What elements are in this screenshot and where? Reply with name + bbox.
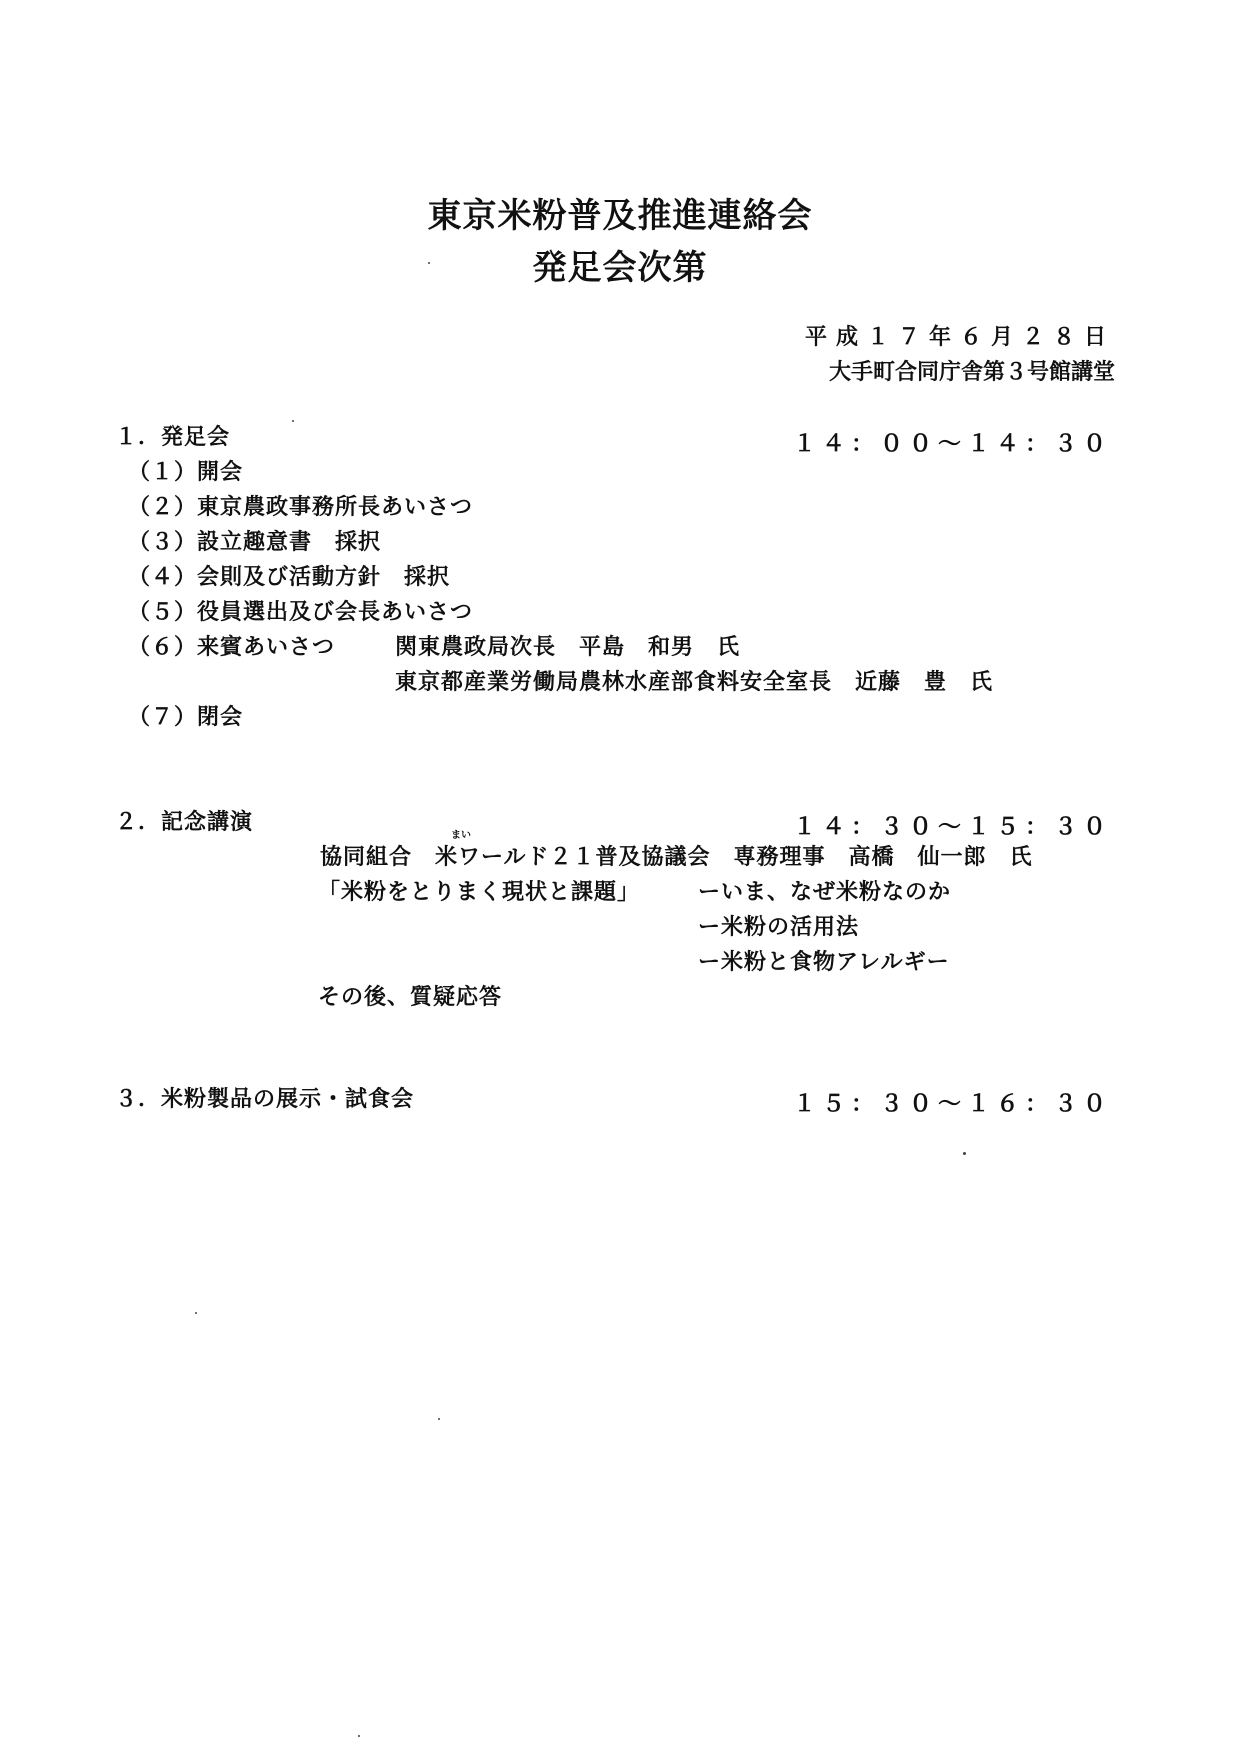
section1-item-4: （４）会則及び活動方針 採択: [128, 565, 451, 590]
meeting-date: 平成１７年６月２８日: [804, 325, 1115, 350]
ruby-mai: まい: [451, 830, 471, 841]
lecture-topic-1: ーいま、なぜ米粉なのか: [698, 880, 952, 905]
meeting-venue: 大手町合同庁舎第３号館講堂: [828, 360, 1115, 385]
section1-item-2: （２）東京農政事務所長あいさつ: [128, 495, 474, 520]
document-title: 東京米粉普及推進連絡会: [427, 196, 813, 236]
section1-time: １４：００～１４：３０: [793, 431, 1112, 457]
scan-speck: [195, 1312, 197, 1314]
scan-speck: [963, 1152, 966, 1155]
section1-item-5: （５）役員選出及び会長あいさつ: [128, 600, 474, 625]
lecture-title: 「米粉をとりまく現状と課題」: [318, 880, 641, 905]
guest-1: 関東農政局次長 平島 和男 氏: [395, 635, 741, 660]
section1-item-7: （７）閉会: [128, 705, 244, 730]
scan-speck: [292, 420, 294, 422]
section3-heading: ３．米粉製品の展示・試食会: [115, 1087, 415, 1112]
section1-item-3: （３）設立趣意書 採択: [128, 530, 382, 555]
lecture-topic-3: ー米粉と食物アレルギー: [698, 950, 950, 975]
document-subtitle: 発足会次第: [532, 248, 708, 288]
section3-time: １５：３０～１６：３０: [793, 1091, 1112, 1117]
lecture-topic-2: ー米粉の活用法: [698, 915, 860, 940]
scan-speck: [438, 1418, 440, 1420]
section1-heading: １．発足会: [115, 425, 231, 450]
scan-speck: [358, 1735, 360, 1737]
lecture-speaker: 協同組合 米ワールド２１普及協議会 専務理事 高橋 仙一郎 氏: [320, 845, 1033, 870]
section1-item-6: （６）来賓あいさつ: [128, 635, 336, 660]
guest-2: 東京都産業労働局農林水産部食料安全室長 近藤 豊 氏: [395, 670, 994, 695]
section2-time: １４：３０～１５：３０: [793, 814, 1112, 840]
section1-item-1: （１）開会: [128, 460, 244, 485]
scan-speck: [428, 262, 430, 264]
qa-session: その後、質疑応答: [318, 985, 503, 1010]
section2-heading: ２．記念講演: [115, 810, 254, 835]
